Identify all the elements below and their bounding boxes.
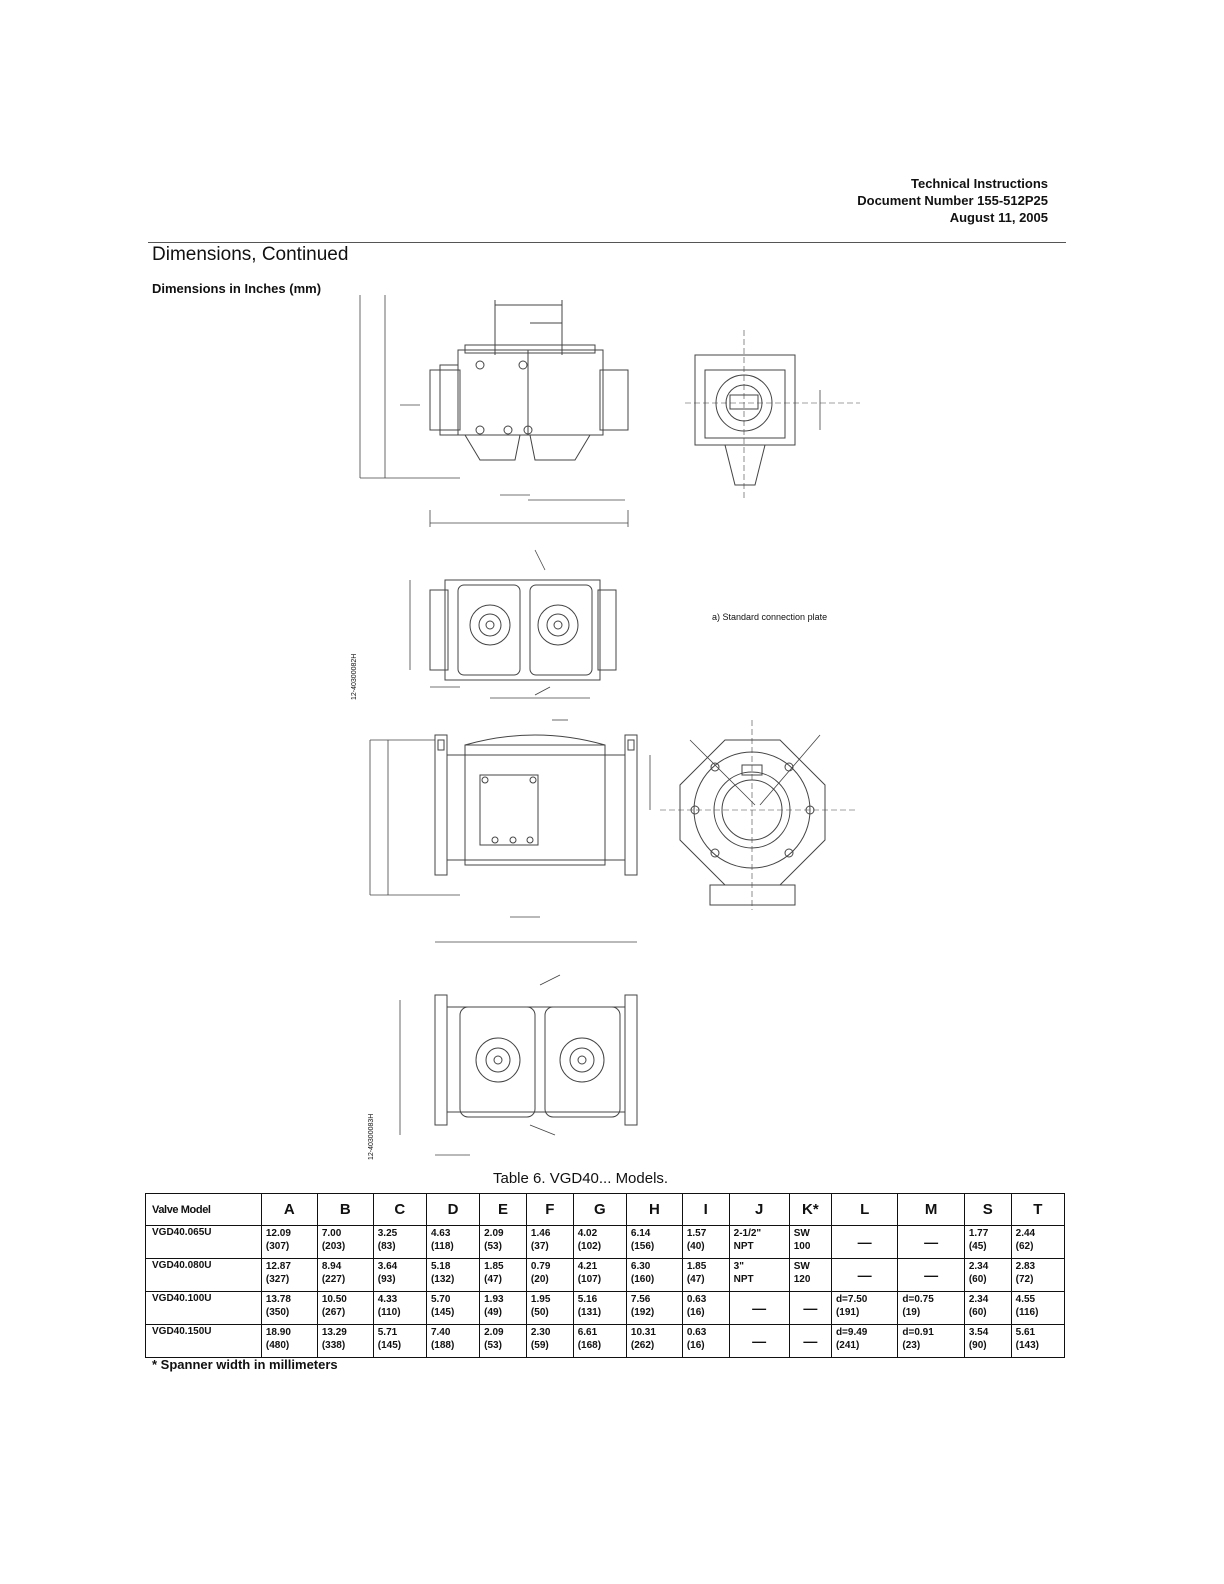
dimension-cell: — [831, 1226, 897, 1259]
mm-value: (188) [430, 1340, 455, 1351]
mm-value: (53) [484, 1340, 502, 1351]
inch-value: d=0.91 [902, 1327, 934, 1338]
dimension-cell [1011, 1259, 1064, 1292]
header-line-3: August 11, 2005 [949, 210, 1048, 225]
threaded-valve-top-view [410, 550, 616, 695]
mm-value: (267) [321, 1307, 346, 1318]
column-header: Valve Model [146, 1194, 262, 1226]
dimension-cell [729, 1226, 789, 1259]
header-line-1: Technical Instructions [910, 176, 1048, 191]
section-subtitle: Dimensions in Inches (mm) [152, 281, 322, 296]
mm-value: (37) [530, 1241, 549, 1252]
inch-value: 5.18 [430, 1261, 451, 1272]
dimension-cell [373, 1226, 426, 1259]
mm-value: (227) [321, 1274, 346, 1285]
inch-value: 18.90 [265, 1327, 291, 1338]
flanged-valve-top-view [400, 975, 637, 1155]
table-footnote: * Spanner width in millimeters [152, 1357, 338, 1372]
valve-model-cell: VGD40.080U [146, 1259, 262, 1292]
dimension-cell [898, 1292, 964, 1325]
dimension-cell [373, 1325, 426, 1358]
dimension-cell [426, 1325, 479, 1358]
column-header: F [526, 1194, 573, 1226]
dimension-cell [261, 1259, 317, 1292]
dimension-cell [898, 1325, 964, 1358]
mm-value: (23) [902, 1340, 921, 1351]
dimensions-table [145, 1193, 1065, 1358]
dimension-cell [426, 1292, 479, 1325]
dimension-cell [573, 1259, 626, 1292]
column-header: D [426, 1194, 479, 1226]
inch-value: 1.85 [686, 1261, 707, 1272]
inch-value: 0.63 [686, 1294, 707, 1305]
inch-value: 7.56 [630, 1294, 651, 1305]
mm-value: 100 [793, 1241, 811, 1252]
table-row [146, 1325, 1065, 1358]
valve-model-cell: VGD40.150U [146, 1325, 262, 1358]
inch-value: 4.55 [1015, 1294, 1036, 1305]
dimension-cell [964, 1259, 1011, 1292]
dimension-cell [480, 1259, 527, 1292]
dimension-cell [526, 1325, 573, 1358]
inch-value: 2-1/2" [733, 1228, 762, 1239]
inch-value: 2.34 [968, 1261, 989, 1272]
dimension-cell [1011, 1226, 1064, 1259]
threaded-valve-side-view [685, 330, 860, 500]
inch-value: 13.29 [321, 1327, 347, 1338]
dimension-cell [373, 1292, 426, 1325]
dimension-cell [964, 1226, 1011, 1259]
section-title: Dimensions, Continued [152, 244, 349, 265]
inch-value: 4.63 [430, 1228, 451, 1239]
dimension-cell [261, 1226, 317, 1259]
dimension-cell [831, 1325, 897, 1358]
mm-value: (59) [530, 1340, 549, 1351]
mm-value: (40) [686, 1241, 705, 1252]
column-header: B [317, 1194, 373, 1226]
mm-value: (132) [430, 1274, 455, 1285]
dimension-cell [964, 1292, 1011, 1325]
dimension-cell [426, 1259, 479, 1292]
inch-value: 1.95 [530, 1294, 551, 1305]
dimension-cell [682, 1292, 729, 1325]
dimension-cell [789, 1226, 831, 1259]
inch-value: 8.94 [321, 1261, 342, 1272]
mm-value: NPT [733, 1241, 754, 1252]
inch-value: 4.33 [377, 1294, 398, 1305]
mm-value: (145) [377, 1340, 402, 1351]
inch-value: 5.61 [1015, 1327, 1036, 1338]
dimension-cell [626, 1325, 682, 1358]
mm-value: (20) [530, 1274, 549, 1285]
dimension-cell: — [898, 1226, 964, 1259]
column-header: E [480, 1194, 527, 1226]
inch-value: 2.44 [1015, 1228, 1036, 1239]
inch-value: 12.09 [265, 1228, 291, 1239]
dimension-cell [573, 1226, 626, 1259]
valve-model-cell: VGD40.100U [146, 1292, 262, 1325]
mm-value: (47) [686, 1274, 705, 1285]
mm-value: (90) [968, 1340, 987, 1351]
dimension-cell [626, 1226, 682, 1259]
document-header [857, 175, 1048, 226]
inch-value: 0.63 [686, 1327, 707, 1338]
inch-value: 3.64 [377, 1261, 398, 1272]
mm-value: NPT [733, 1274, 754, 1285]
dimension-cell [317, 1259, 373, 1292]
inch-value: 10.31 [630, 1327, 656, 1338]
mm-value: (110) [377, 1307, 401, 1318]
mm-value: (480) [265, 1340, 290, 1351]
column-header: H [626, 1194, 682, 1226]
inch-value: 3" [733, 1261, 744, 1272]
dimension-cell [480, 1292, 527, 1325]
mm-value: (241) [835, 1340, 860, 1351]
inch-value: SW [793, 1228, 810, 1239]
column-header: S [964, 1194, 1011, 1226]
dimension-cell [261, 1325, 317, 1358]
dimension-cell [626, 1259, 682, 1292]
inch-value: 13.78 [265, 1294, 291, 1305]
column-header: G [573, 1194, 626, 1226]
inch-value: 5.70 [430, 1294, 451, 1305]
valve-dimension-drawings [340, 295, 880, 1170]
column-header: J [729, 1194, 789, 1226]
inch-value: 12.87 [265, 1261, 291, 1272]
table-header-row [146, 1194, 1065, 1226]
mm-value: (107) [577, 1274, 602, 1285]
mm-value: (338) [321, 1340, 346, 1351]
flanged-valve-side-view [660, 720, 855, 910]
mm-value: (16) [686, 1340, 705, 1351]
dimension-cell [573, 1325, 626, 1358]
inch-value: 0.79 [530, 1261, 551, 1272]
mm-value: (49) [484, 1307, 502, 1318]
dimension-cell: — [789, 1325, 831, 1358]
inch-value: 1.77 [968, 1228, 989, 1239]
valve-model-cell: VGD40.065U [146, 1226, 262, 1259]
dimension-cell [682, 1325, 729, 1358]
mm-value: (102) [577, 1241, 602, 1252]
table-row [146, 1226, 1065, 1259]
inch-value: 5.71 [377, 1327, 398, 1338]
inch-value: 7.40 [430, 1327, 451, 1338]
mm-value: (191) [835, 1307, 860, 1318]
inch-value: 7.00 [321, 1228, 342, 1239]
dimension-cell: — [729, 1325, 789, 1358]
connection-plate-note: a) Standard connection plate [712, 612, 828, 622]
table-row [146, 1259, 1065, 1292]
inch-value: d=0.75 [902, 1294, 934, 1305]
mm-value: (203) [321, 1241, 346, 1252]
header-line-2: Document Number 155-512P25 [857, 193, 1048, 208]
inch-value: 3.25 [377, 1228, 398, 1239]
mm-value: (131) [577, 1307, 602, 1318]
dimension-cell [573, 1292, 626, 1325]
dimension-cell [480, 1226, 527, 1259]
mm-value: (168) [577, 1340, 602, 1351]
inch-value: 6.61 [577, 1327, 598, 1338]
dimension-cell [682, 1259, 729, 1292]
mm-value: (16) [686, 1307, 705, 1318]
inch-value: 3.54 [968, 1327, 989, 1338]
inch-value: 10.50 [321, 1294, 347, 1305]
inch-value: SW [793, 1261, 810, 1272]
mm-value: (307) [265, 1241, 290, 1252]
dimension-cell [626, 1292, 682, 1325]
inch-value: 2.30 [530, 1327, 551, 1338]
mm-value: (72) [1015, 1274, 1034, 1285]
mm-value: (50) [530, 1307, 549, 1318]
column-header: C [373, 1194, 426, 1226]
mm-value: (143) [1015, 1340, 1039, 1351]
dimension-cell [317, 1292, 373, 1325]
dimension-cell [317, 1226, 373, 1259]
inch-value: 1.46 [530, 1228, 551, 1239]
mm-value: (19) [902, 1307, 921, 1318]
inch-value: 2.83 [1015, 1261, 1036, 1272]
column-header: L [831, 1194, 897, 1226]
mm-value: (350) [265, 1307, 290, 1318]
mm-value: (45) [968, 1241, 987, 1252]
flanged-valve-front-view [370, 698, 650, 942]
dimension-cell [480, 1325, 527, 1358]
dimension-cell [1011, 1325, 1064, 1358]
dimension-cell [729, 1259, 789, 1292]
mm-value: (83) [377, 1241, 396, 1252]
dimension-cell [317, 1325, 373, 1358]
inch-value: 1.93 [484, 1294, 504, 1305]
table-caption: Table 6. VGD40... Models. [493, 1170, 669, 1187]
dimension-cell [261, 1292, 317, 1325]
column-header: M [898, 1194, 964, 1226]
mm-value: (118) [430, 1241, 454, 1252]
mm-value: (145) [430, 1307, 455, 1318]
mm-value: 120 [793, 1274, 811, 1285]
inch-value: 6.14 [630, 1228, 651, 1239]
drawing-code-2: 12-40300083H [368, 1113, 375, 1160]
dimension-cell: — [789, 1292, 831, 1325]
dimension-cell [373, 1259, 426, 1292]
dimension-cell [526, 1259, 573, 1292]
mm-value: (156) [630, 1241, 655, 1252]
inch-value: 6.30 [630, 1261, 651, 1272]
inch-value: 1.57 [686, 1228, 707, 1239]
table-row [146, 1292, 1065, 1325]
threaded-valve-front-view [360, 295, 628, 527]
dimension-cell [526, 1292, 573, 1325]
mm-value: (93) [377, 1274, 396, 1285]
column-header: I [682, 1194, 729, 1226]
dimension-cell [964, 1325, 1011, 1358]
column-header: T [1011, 1194, 1064, 1226]
inch-value: d=7.50 [835, 1294, 868, 1305]
dimension-cell [1011, 1292, 1064, 1325]
mm-value: (160) [630, 1274, 655, 1285]
mm-value: (327) [265, 1274, 290, 1285]
header-rule [148, 242, 1066, 243]
column-header: A [261, 1194, 317, 1226]
inch-value: 2.34 [968, 1294, 989, 1305]
inch-value: 1.85 [484, 1261, 504, 1272]
inch-value: 2.09 [484, 1327, 504, 1338]
inch-value: d=9.49 [835, 1327, 868, 1338]
drawing-code-1: 12-40300082H [351, 653, 358, 700]
mm-value: (62) [1015, 1241, 1034, 1252]
dimension-cell: — [831, 1259, 897, 1292]
dimension-cell [789, 1259, 831, 1292]
dimension-cell [526, 1226, 573, 1259]
mm-value: (192) [630, 1307, 655, 1318]
mm-value: (116) [1015, 1307, 1039, 1318]
mm-value: (262) [630, 1340, 655, 1351]
dimension-cell [831, 1292, 897, 1325]
column-header: K* [789, 1194, 831, 1226]
mm-value: (53) [484, 1241, 502, 1252]
mm-value: (60) [968, 1307, 987, 1318]
inch-value: 2.09 [484, 1228, 504, 1239]
inch-value: 4.02 [577, 1228, 598, 1239]
dimension-cell [426, 1226, 479, 1259]
mm-value: (47) [484, 1274, 502, 1285]
inch-value: 5.16 [577, 1294, 598, 1305]
inch-value: 4.21 [577, 1261, 598, 1272]
dimension-cell: — [729, 1292, 789, 1325]
dimension-cell [682, 1226, 729, 1259]
mm-value: (60) [968, 1274, 987, 1285]
dimension-cell: — [898, 1259, 964, 1292]
